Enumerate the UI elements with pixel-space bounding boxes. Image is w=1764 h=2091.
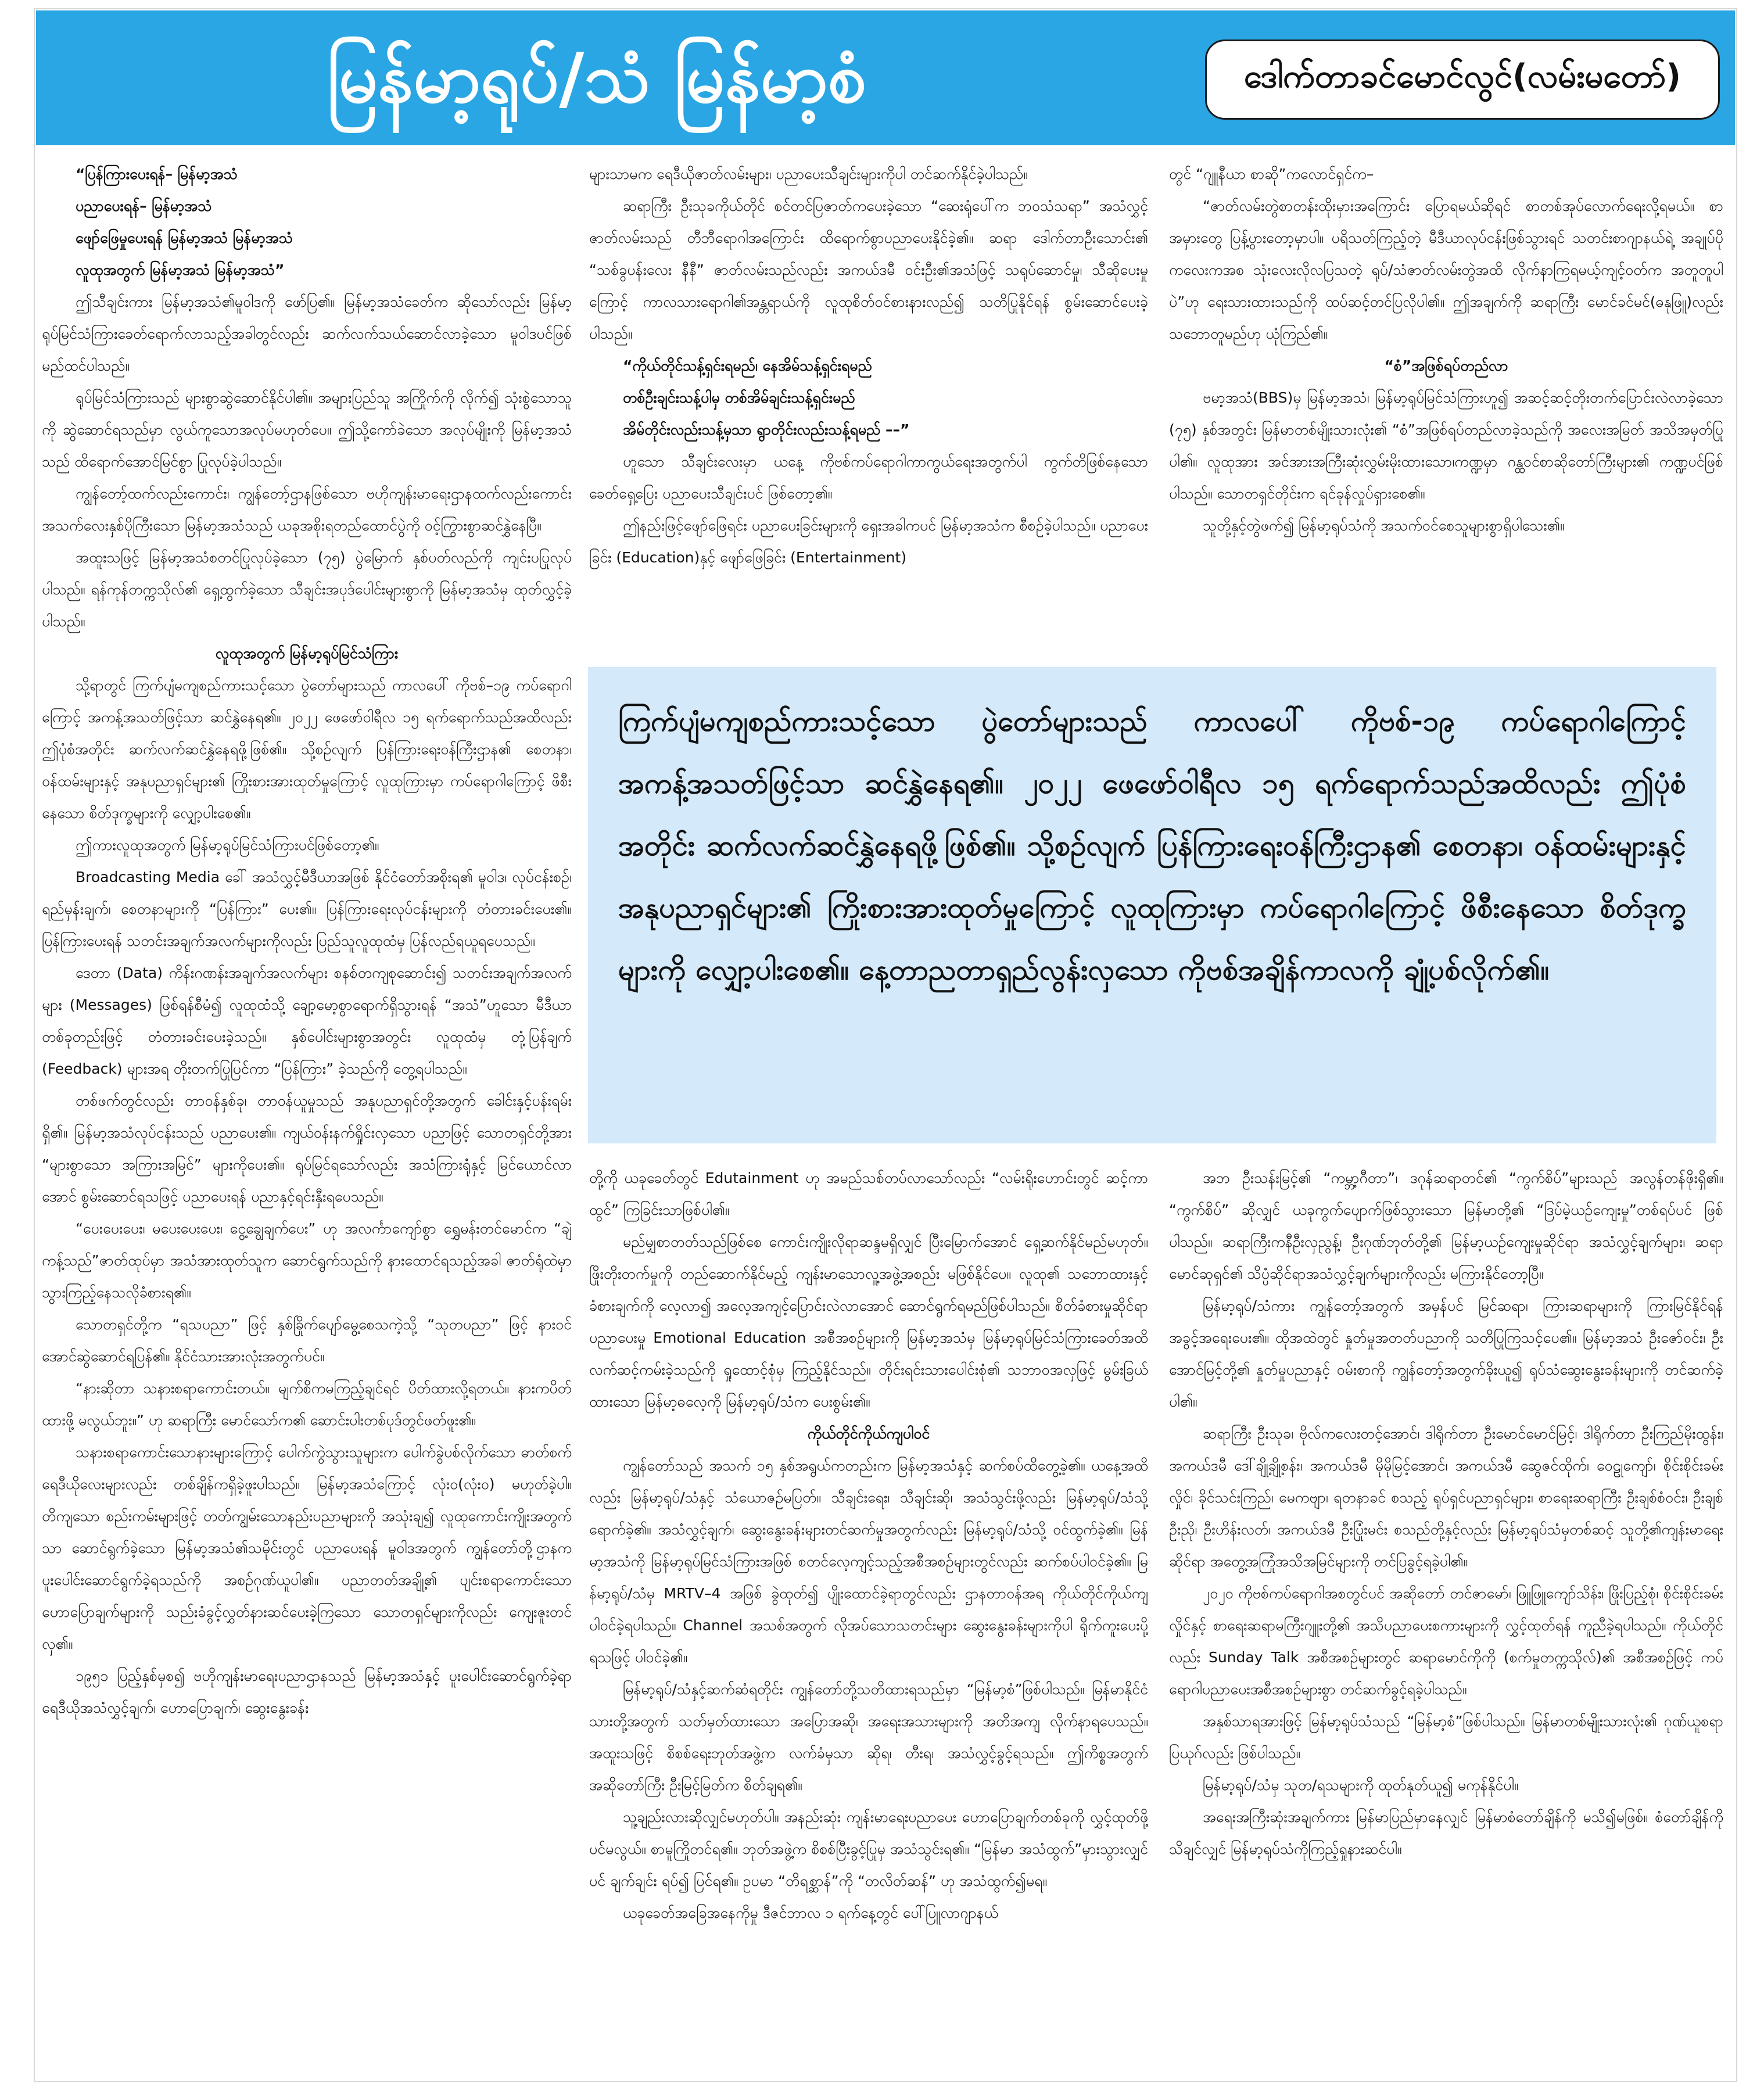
body-paragraph: “ဇာတ်လမ်းတွဲစာတန်းထိုးမှားအကြောင်း ပြောရမယ်ဆိုရင် စာတစ်အုပ်လောက်ရေးလို့ရမယ်။ စာအမှားတွေ ပြန့်ပွားတော့မှာပါ။ ပရိသတ်ကြည့်တဲ့ မီဒီယာလုပ်ငန်းဖြစ်သွားရင် သတင်းစာဂျာနယ်ရဲ့ အချုပ်ပိုကလေးကအစ သုံးလေးလိုလပြသတဲ့ ရုပ်/သံဇာတ်လမ်းတွဲအထိ လိုက်နာကြရမယ့်ကျင့်ဝတ်က အတူတူပါပဲ”ဟု ရေးသားထားသည်ကို ထပ်ဆင့်တင်ပြလိုပါ၏။ ဤအချက်ကို ဆရာကြီး မောင်ခင်မင်(ဓနုဖြူ)လည်း သဘောတူမည်ဟု ယုံကြည်၏။	[1169, 198, 1723, 342]
article-title: မြန်မာ့ရုပ်/သံ မြန်မာ့စံ	[327, 38, 867, 118]
body-paragraph: “ပေးပေးပေး၊ မပေးပေးပေး၊ ငွေ့ချွေချက်ပေး” ဟု အလင်္ကာကျော်စွာ ရွှေမန်းတင်မောင်က “ချဲ့ကန့်သည်”ဇာတ်ထုပ်မှာ အသံအားထုတ်သူက ဆောင်ရွက်သည်ကို နားထောင်ရသည့်အခါ ဇာတ်ရုံထဲမှာသွားကြည့်နေသလိုခံစားရ၏။	[42, 1220, 572, 1301]
body-paragraph: ရုပ်မြင်သံကြားသည် များစွာဆွဲဆောင်နိုင်ပါ၏။ အများပြည်သူ အကြိုက်ကို လိုက်၍ သုံးစွဲသောသူကို ဆွဲဆောင်ရသည်မှာ လွယ်ကူသောအလုပ်မဟုတ်ပေ။ ဤသို့ကော်ခဲသော အလုပ်မျိုးကို မြန်မာ့အသံသည် ထိရောက်အောင်မြင်စွာ ပြုလုပ်ခဲ့ပါသည်။	[42, 389, 572, 470]
column-2-top	[589, 158, 1148, 646]
body-paragraph: မြန်မာ့ရုပ်/သံနှင့်ဆက်ဆံရတိုင်း ကျွန်တော်တို့သတိထားရသည်မှာ “မြန်မာ့စံ”ဖြစ်ပါသည်။ မြန်မာနိုင်ငံသားတို့အတွက် သတ်မှတ်ထားသော အပြောအဆို၊ အရေးအသားများကို အတိအကျ လိုက်နာရပေသည်။ အထူးသဖြင့် စိစစ်ရေးဘုတ်အဖွဲ့က လက်ခံမှသာ ဆိုရ၊ တီးရ၊ အသံလွှင့်ခွင့်ရသည်။ ဤကိစ္စအတွက် အဆိုတော်ကြီး ဦးမြင့်မြတ်က စိတ်ချရ၏။	[589, 1681, 1148, 1794]
body-paragraph: ဤကားလူထုအတွက် မြန်မာ့ရုပ်မြင်သံကြားပင်ဖြစ်တော့၏။	[76, 837, 379, 853]
body-paragraph: ၁၉၅၁ ပြည့်နှစ်မှစ၍ ဗဟိုကျန်းမာရေးပညာဌာနသည် မြန်မာ့အသံနှင့် ပူးပေါင်းဆောင်ရွက်ခဲ့ရာ ရေဒီယိုအသံလွှင့်ချက်၊ ဟောပြောချက်၊ ဆွေးနွေးခန်း	[42, 1667, 572, 1716]
body-paragraph: အနှစ်သာရအားဖြင့် မြန်မာ့ရုပ်သံသည် “မြန်မာ့စံ”ဖြစ်ပါသည်။ မြန်မာတစ်မျိုးသားလုံး၏ ဂုဏ်ယူစရာပြယုဂ်လည်း ဖြစ်ပါသည်။	[1169, 1713, 1723, 1762]
body-paragraph: တွင် “ဂျူနီယာ စာဆို”ကလောင်ရှင်က–	[1169, 166, 1374, 182]
body-paragraph: ဟူသော သီချင်းလေးမှာ ယနေ့ ကိုဗစ်ကပ်ရောဂါကာကွယ်ရေးအတွက်ပါ ကွက်တိဖြစ်နေသော ခေတ်ရှေ့ပြေး ပညာပေးသီချင်းပင် ဖြစ်တော့၏။	[589, 453, 1148, 502]
body-paragraph: သူတို့နှင့်တွဲဖက်၍ မြန်မာ့ရုပ်သံကို အသက်ဝင်စေသူများစွာရှိပါသေး၏။	[1203, 517, 1565, 534]
body-paragraph: ဒေတာ (Data) ကိန်းဂဏန်းအချက်အလက်များ စနစ်တကျစုဆောင်း၍ သတင်းအချက်အလက်များ (Messages) ဖြစ်ရန်စီမံ၍ လူထုထံသို့ ချော့မော့စွာရောက်ရှိသွားရန် “အသံ”ဟူသော မီဒီယာတစ်ခုတည်းဖြင့် တံတားခင်းပေးခဲ့သည်။ နှစ်ပေါင်းများစွာအတွင်း လူထုထံမှ တုံ့ပြန်ချက် (Feedback) များအရ တိုးတက်ပြုပြင်ကာ “ပြန်ကြား” ခဲ့သည်ကို တွေ့ရပါသည်။	[42, 964, 572, 1077]
song-lyric-line: “ပြန်ကြားပေးရန်– မြန်မာ့အသံ	[76, 166, 238, 182]
body-paragraph: Broadcasting Media ခေါ် အသံလွှင့်မီဒီယာအဖြစ် နိုင်ငံတော်အစိုးရ၏ မူဝါဒ၊ လုပ်ငန်းစဉ်၊ ရည်မှန်းချက်၊ စေတနာများကို “ပြန်ကြား” ပေး၏။ ပြန်ကြားရေးလုပ်ငန်းများကို တံတားခင်းပေး၏။ ပြန်ကြားပေးရန် သတင်းအချက်အလက်များကိုလည်း ပြည်သူလူထုထံမှ ပြန်လည်ရယူရပေသည်။	[42, 869, 572, 949]
song-lyric-line: ဖျော်ဖြေမှုပေးရန် မြန်မာ့အသံ မြန်မာ့အသံ	[76, 229, 293, 246]
body-paragraph: ကျွန်တော်သည် အသက် ၁၅ နှစ်အရွယ်ကတည်းက မြန်မာ့အသံနှင့် ဆက်စပ်ထိတွေ့ခဲ့၏။ ယနေ့အထိလည်း မြန်မာ့ရုပ်/သံနှင့် သံယောဇဉ်မပြတ်။ သီချင်းရေး၊ သီချင်းဆို၊ အသံသွင်းဖို့လည်း မြန်မာ့ရုပ်/သံသို့ ရောက်ခဲ့၏။ အသံလွှင့်ချက်၊ ဆွေးနွေးခန်းများတင်ဆက်မှုအတွက်လည်း မြန်မာ့ရုပ်/သံသို့ ဝင်ထွက်ခဲ့၏။ မြန်မာ့အသံကို မြန်မာ့ရုပ်မြင်သံကြားအဖြစ် စတင်လေ့ကျင့်သည့်အစီအစဉ်များတွင်လည်း ဆက်စပ်ပါဝင်ခဲ့၏။ မြန်မာ့ရုပ်/သံမှ MRTV–4 အဖြစ် ခွဲထုတ်၍ ပျိုးထောင်ခဲ့ရာတွင်လည်း ဌာနတာဝန်အရ ကိုယ်တိုင်ကိုယ်ကျ ပါဝင်ခဲ့ရပါသည်။ Channel အသစ်အတွက် လိုအပ်သောသတင်းများ ဆွေးနွေးခန်းများကိုပါ ရိုက်ကူးပေးပို့ရသဖြင့် ပါဝင်ခဲ့၏။	[589, 1457, 1148, 1666]
body-paragraph: ဆရာကြီး ဦးသုခကိုယ်တိုင် စင်တင်ပြဇာတ်ကပေးခဲ့သော “ဆေးရုံပေါ်က ဘဝသံသရာ” အသံလွှင့်ဇာတ်လမ်းသည် တီဘီရောဂါအကြောင်း ထိရောက်စွာပညာပေးနိုင်ခဲ့၏။ ဆရာ ဒေါက်တာဦးသောင်း၏ “သစ်ခွပန်းလေး နီနီ” ဇာတ်လမ်းသည်လည်း အကယ်ဒမီ ဝင်းဦး၏အသံဖြင့် သရုပ်ဆောင်မှု၊ သီဆိုပေးမှုကြောင့် ကာလသားရောဂါ၏အန္တရာယ်ကို လူထုစိတ်ဝင်စားနားလည်၍ သတိပြုနိုင်ရန် စွမ်းဆောင်ပေးခဲ့ပါသည်။	[589, 198, 1148, 342]
song-lyric-line: အိမ်တိုင်းလည်းသန့်မှသာ ရွာတိုင်းလည်းသန့်ရမည် ––”	[623, 421, 910, 438]
song-lyric-line: ပညာပေးရန်– မြန်မာ့အသံ	[76, 198, 212, 214]
song-lyric-line: တစ်ဦးချင်းသန့်ပါမှ တစ်အိမ်ချင်းသန့်ရှင်းမည်	[623, 389, 855, 406]
body-paragraph: ယခုခေတ်အခြေအနေကိုမှု ဒီဇင်ဘာလ ၁ ရက်နေ့တွင် ပေါ်ပြူလာဂျာနယ်	[623, 1905, 998, 1921]
body-paragraph: သူ့ချည်းလားဆိုလျှင်မဟုတ်ပါ။ အနည်းဆုံး ကျန်းမာရေးပညာပေး ဟောပြောချက်တစ်ခုကို လွှင့်ထုတ်ဖို့ပင်မလွယ်။ စာမူကြိုတင်ရ၏။ ဘုတ်အဖွဲ့က စိစစ်ပြီးခွင့်ပြုမှ အသံသွင်းရ၏။ “မြန်မာ အသံထွက်”မှားသွားလျှင်ပင် ချက်ချင်း ရပ်၍ ပြင်ရ၏။ ဥပမာ “တိရစ္ဆာန်”ကို “တလိတ်ဆန်” ဟု အသံထွက်၍မရ။	[589, 1809, 1148, 1889]
body-paragraph: မြန်မာ့ရုပ်/သံကား ကျွန်တော့်အတွက် အမှန်ပင် မြင်ဆရာ၊ ကြားဆရာများကို ကြားမြင်နိုင်ရန် အခွင့်အရေးပေး၏။ ထိုအထဲတွင် နှုတ်မှုအတတ်ပညာကို သတိပြုကြသင့်ပေ၏။ မြန်မာ့အသံ ဦးဇော်ဝင်း၊ ဦးအောင်မြင့်တို့၏ နှုတ်မှုပညာနှင့် ဝမ်းစာကို ကျွန်တော့်အတွက်ခိုးယူ၍ ရုပ်သံဆွေးနွေးခန်းများကို တင်ဆက်ခဲ့ပါ၏။	[1169, 1297, 1723, 1410]
body-paragraph: “နားဆိုတာ သနားစရာကောင်းတယ်။ မျက်စိကမကြည့်ချင်ရင် ပိတ်ထားလို့ရတယ်။ နားကပိတ်ထားဖို့ မလွယ်ဘူး။” ဟု ဆရာကြီး မောင်သော်က၏ ဆောင်းပါးတစ်ပုဒ်တွင်ဖတ်ဖူး၏။	[42, 1380, 572, 1429]
body-paragraph: ၂၀၂၀ ကိုဗစ်ကပ်ရောဂါအစတွင်ပင် အဆိုတော် တင်ဇာမော်၊ ဖြူဖြူကျော်သိန်း၊ ဖြိုးပြည့်စုံ၊ စိုင်းစိုင်းခမ်းလှိုင်နှင့် စာရေးဆရာမကြီးဂျူးတို့၏ အသိပညာပေးစကားများကို လွှင့်ထုတ်ရန် ကူညီခဲ့ရပါသည်။ ကိုယ်တိုင်လည်း Sunday Talk အစီအစဉ်များတွင် ဆရာမောင်ကိုကို (စက်မှုတက္ကသိုလ်)၏ အစီအစဉ်ဖြင့် ကပ်ရောဂါပညာပေးအစီအစဉ်များစွာ တင်ဆက်ခွင့်ရခဲ့ပါသည်။	[1169, 1585, 1723, 1698]
body-paragraph: တို့ကို ယခုခေတ်တွင် Edutainment ဟု အမည်သစ်တပ်လာသော်လည်း “လမ်းရိုးဟောင်းတွင် ဆင့်ကာထွင်” ကြခြင်းသာဖြစ်ပါ၏။	[589, 1170, 1148, 1218]
column-3-bottom	[1169, 1162, 1723, 2074]
body-paragraph: သနားစရာကောင်းသောနားများကြောင့် ပေါက်ကွဲသွားသူများက ပေါက်ခွဲပစ်လိုက်သော ဓာတ်စက်ရေဒီယိုလေးများလည်း တစ်ချိန်ကရှိခဲ့ဖူးပါသည်။ မြန်မာ့အသံကြောင့် လုံး၀(လုံး၀) မဟုတ်ခဲ့ပါ။ တိကျသော စည်းကမ်းများဖြင့် တတ်ကျွမ်းသောနည်းပညာများကို အသုံးချ၍ လူထုကောင်းကျိုးအတွက်သာ ဆောင်ရွက်ခဲ့သော မြန်မာ့အသံ၏သမိုင်းတွင် ပညာပေးရန် မူဝါဒအတွက် ကျွန်တော်တို့ဌာနက ပူးပေါင်းဆောင်ရွက်ခဲ့ရသည်ကို အစဉ်ဂုဏ်ယူပါ၏။ ပညာတတ်အချို့၏ ပျင်းစရာကောင်းသော ဟောပြောချက်များကို သည်းခံခွင့်လွှတ်နားဆင်ပေးခဲ့ကြသော သောတရှင်များကိုလည်း ကျေးဇူးတင်လှ၏။	[42, 1444, 572, 1652]
body-paragraph: ဤသီချင်းကား မြန်မာ့အသံ၏မူဝါဒကို ဖော်ပြ၏။ မြန်မာ့အသံခေတ်က ဆိုသော်လည်း မြန်မာ့ရုပ်မြင်သံကြားခေတ်ရောက်လာသည့်အခါတွင်လည်း ဆက်လက်သယ်ဆောင်လာခဲ့သော မူဝါဒပင်ဖြစ်မည်ထင်ပါသည်။	[42, 293, 572, 374]
body-paragraph: မြန်မာ့ရုပ်/သံမှ သုတ/ရသများကို ထုတ်နုတ်ယူ၍ မကုန်နိုင်ပါ။	[1203, 1777, 1519, 1794]
section-heading: ကိုယ်တိုင်ကိုယ်ကျပါဝင်	[807, 1425, 930, 1442]
body-paragraph: သို့ရာတွင် ကြက်ပျံမကျစည်ကားသင့်သော ပွဲတော်များသည် ကာလပေါ် ကိုဗစ်–၁၉ ကပ်ရောဂါကြောင့် အကန့်အသတ်ဖြင့်သာ ဆင်နွှဲနေရ၏။ ၂၀၂၂ ဖေဖော်ဝါရီလ ၁၅ ရက်ရောက်သည်အထိလည်း ဤပုံစံအတိုင်း ဆက်လက်ဆင်နွှဲနေရဖို့ဖြစ်၏။ သို့စဉ်လျက် ပြန်ကြားရေးဝန်ကြီးဌာန၏ စေတနာ၊ ဝန်ထမ်းများနှင့် အနုပညာရှင်များ၏ ကြိုးစားအားထုတ်မှုကြောင့် လူထုကြားမှာ ကပ်ရောဂါကြောင့် ဖိစီးနေသော စိတ်ဒုက္ခများကို လျှော့ပါးစေ၏။	[42, 677, 572, 822]
pull-quote-text: ကြက်ပျံမကျစည်ကားသင့်သော ပွဲတော်များသည် ကာလပေါ် ကိုဗစ်-၁၉ ကပ်ရောဂါကြောင့် အကန့်အသတ်ဖြင့်သာ ဆင်နွှဲနေရ၏။ ၂၀၂၂ ဖေဖော်ဝါရီလ ၁၅ ရက်ရောက်သည်အထိလည်း ဤပုံစံအတိုင်း ဆက်လက်ဆင်နွှဲနေရဖို့ဖြစ်၏။ သို့စဉ်လျက် ပြန်ကြားရေးဝန်ကြီးဌာန၏ စေတနာ၊ ဝန်ထမ်းများနှင့် အနုပညာရှင်များ၏ ကြိုးစားအားထုတ်မှုကြောင့် လူထုကြားမှာ ကပ်ရောဂါကြောင့် ဖိစီးနေသော စိတ်ဒုက္ခများကို လျှော့ပါးစေ၏။ နေ့တာညတာရှည်လွန်းလှသော ကိုဗစ်အချိန်ကာလကို ချုံ့ပစ်လိုက်၏။	[618, 705, 1686, 987]
body-paragraph: ဤနည်းဖြင့်ဖျော်ဖြေရင်း ပညာပေးခြင်းများကို ရှေးအခါကပင် မြန်မာ့အသံက စီစဉ်ခဲ့ပါသည်။ ပညာပေးခြင်း (Education)နှင့် ဖျော်ဖြေခြင်း (Entertainment)	[589, 517, 1148, 566]
header-banner	[36, 10, 1735, 145]
body-paragraph: အထူးသဖြင့် မြန်မာ့အသံစတင်ပြုလုပ်ခဲ့သော (၇၅) ပွဲမြောက် နှစ်ပတ်လည်ကို ကျင်းပပြုလုပ်ပါသည်။ ရန်ကုန်တက္ကသိုလ်၏ ရှေ့ထွက်ခဲ့သော သီချင်းအပုဒ်ပေါင်းများစွာကို မြန်မာ့အသံမှ ထုတ်လွှင့်ခဲ့ပါသည်။	[42, 549, 572, 630]
column-2-bottom	[589, 1162, 1148, 2074]
author-byline: ဒေါက်တာခင်မောင်လွင်(လမ်းမတော်)	[1205, 40, 1720, 120]
body-paragraph: အရေးအကြီးဆုံးအချက်ကား မြန်မာပြည်မှာနေလျှင် မြန်မာစံတော်ချိန်ကို မသိ၍မဖြစ်။ စံတော်ချိန်ကို သိချင်လျှင် မြန်မာ့ရုပ်သံကိုကြည့်ရှုနားဆင်ပါ။	[1169, 1809, 1723, 1857]
pull-quote-box	[588, 667, 1716, 1143]
body-paragraph: ဗမာ့အသံ(BBS)မှ မြန်မာ့အသံ၊ မြန်မာ့ရုပ်မြင်သံကြားဟူ၍ အဆင့်ဆင့်တိုးတက်ပြောင်းလဲလာခဲ့သော (၇၅) နှစ်အတွင်း မြန်မာတစ်မျိုးသားလုံး၏ “စံ”အဖြစ်ရပ်တည်လာခဲ့သည်ကို အလေးအမြတ် အသိအမှတ်ပြုပါ၏။ လူထုအား အင်အားအကြီးဆုံးလွှမ်းမိုးထားသော၊ကဏ္ဍမှာ ဂန္ထဝင်စာဆိုတော်ကြီးများ၏ ကဏ္ဍပင်ဖြစ်ပါသည်။ သောတရှင်တိုင်းက ရင်ခုန်လှုပ်ရှားစေ၏။	[1169, 389, 1723, 502]
section-heading: လူထုအတွက် မြန်မာ့ရုပ်မြင်သံကြား	[215, 645, 399, 662]
body-paragraph: သောတရှင်တို့က “ရသပညာ” ဖြင့် နှစ်ခြိုက်ပျော်မွေ့စေသကဲ့သို့ “သုတပညာ” ဖြင့် နားဝင်အောင်ဆွဲဆောင်ရပြန်၏။ နိုင်ငံသားအားလုံးအတွက်ပင်။	[42, 1316, 572, 1365]
body-paragraph: တစ်ဖက်တွင်လည်း တာဝန်နှစ်ခု၊ တာဝန်ယူမှုသည် အနုပညာရှင်တို့အတွက် ခေါင်းနှင့်ပန်းရမ်းရှိ၏။ မြန်မာ့အသံလုပ်ငန်းသည် ပညာပေး၏။ ကျယ်ဝန်းနက်ရှိုင်းလှသော ပညာဖြင့် သောတရှင်တို့အား “များစွာသော အကြားအမြင်” များကိုပေး၏။ ရုပ်မြင်ရသော်လည်း အသံကြားရုံနှင့် မြင်ယောင်လာအောင် စွမ်းဆောင်ရသဖြင့် ပညာပေးရန် ပညာနှင့်ရင်းနှီးရပေသည်။	[42, 1092, 572, 1205]
section-heading: “စံ”အဖြစ်ရပ်တည်လာ	[1384, 357, 1508, 374]
body-paragraph: များသာမက ရေဒီယိုဇာတ်လမ်းများ၊ ပညာပေးသီချင်းများကိုပါ တင်ဆက်နိုင်ခဲ့ပါသည်။	[589, 166, 1028, 182]
body-paragraph: ကျွန်တော့်ထက်လည်းကောင်း၊ ကျွန်တော့်ဌာနဖြစ်သော ဗဟိုကျန်းမာရေးဌာနထက်လည်းကောင်း အသက်လေးနှစ်ပိုကြီးသော မြန်မာ့အသံသည် ယခုအစိုးရတည်ထောင်ပွဲကို ဝင့်ကြွားစွာဆင်နွှဲနေပြီ။	[42, 485, 572, 534]
body-paragraph: မည်မျှစာတတ်သည်ဖြစ်စေ ကောင်းကျိုးလိုရာဆန္ဒမရှိလျှင် ပြီးမြောက်အောင် ရှေ့ဆက်နိုင်မည်မဟုတ်။ ဖြိုးတိုးတက်မှုကို တည်ဆောက်နိုင်မည့် ကျန်းမာသောလူ့အဖွဲ့အစည်း မဖြစ်နိုင်ပေ။ လူထု၏ သဘောထားနှင့် ခံစားချက်ကို လေ့လာ၍ အလေ့အကျင့်ပြောင်းလဲလာအောင် ဆောင်ရွက်ရမည်ဖြစ်ပါသည်။ စိတ်ခံစားမှုဆိုင်ရာ ပညာပေးမှု Emotional Education အစီအစဉ်များကို မြန်မာ့အသံမှ မြန်မာ့ရုပ်မြင်သံကြားခေတ်အထိ လက်ဆင့်ကမ်းခဲ့သည်ကို ရှုထောင့်စုံမှ ကြည့်နိုင်သည်။ တိုင်းရင်းသားပေါင်းစုံ၏ သဘာဝအလှဖြင့် မွမ်းခြယ်ထားသော မြန်မာ့ဓလေ့ကို မြန်မာ့ရုပ်/သံက ပေးစွမ်း၏။	[589, 1233, 1148, 1410]
song-lyric-line: လူထုအတွက် မြန်မာ့အသံ မြန်မာ့အသံ”	[76, 261, 285, 278]
column-3-top	[1169, 158, 1723, 646]
column-1	[42, 158, 572, 2070]
body-paragraph: ဆရာကြီး ဦးသုခ၊ ဗိုလ်ကလေးတင့်အောင်၊ ဒါရိုက်တာ ဦးမောင်မောင်မြင့်၊ ဒါရိုက်တာ ဦးကြည်မိုးထွန်း၊ အကယ်ဒမီ ဒေါ်ချို့ချို့စန်း၊ အကယ်ဒမီ မိုမိုမြင့်အောင်၊ အကယ်ဒမီ ဆွေဇင်ထိုက်၊ ဝေဠုကျော်၊ စိုင်းစိုင်းခမ်းလှိုင်၊ ခိုင်သင်းကြည်၊ မေကဗျာ၊ ရတနာခင် စသည့် ရုပ်ရှင်ပညာရှင်များ၊ စာရေးဆရာကြီး ဦးချစ်စံဝင်း၊ ဦးချစ်ဦးညို၊ ဦးဟိန်းလတ်၊ အကယ်ဒမီ ဦးပြုံးမင်း စသည်တို့နှင့်လည်း မြန်မာ့ရုပ်သံမှတစ်ဆင့် သူတို့၏ကျန်းမာရေးဆိုင်ရာ အတွေ့အကြုံအသိအမြင်များကို တင်ပြခွင့်ရခဲ့ပါ၏။	[1169, 1425, 1723, 1570]
song-lyric-line: “ကိုယ်တိုင်သန့်ရှင်းရမည်၊ နေအိမ်သန့်ရှင်းရမည်	[623, 357, 872, 374]
body-paragraph: အဘ ဦးသန်းမြင့်၏ “ကမ္ဘာ့ဂီတာ”၊ ဒဂုန်ဆရာတင်၏ “ကွက်စိပ်”များသည် အလွန်တန်ဖိုးရှိ၏။ “ကွက်စိပ်” ဆိုလျှင် ယခုကွက်ပျောက်ဖြစ်သွားသော မြန်မာတို့၏ “ဒြပ်မဲ့ယဉ်ကျေးမှု”တစ်ရပ်ပင် ဖြစ်ပါသည်။ ဆရာကြီးကနီဦးလှညွန့်၊ ဦးဂုဏ်ဘုတ်တို့၏ မြန်မာ့ယဉ်ကျေးမှုဆိုင်ရာ အသံလွှင့်ချက်များ၊ ဆရာမောင်ဆုရှင်၏ သိပ္ပံဆိုင်ရာအသံလွှင့်ချက်များကိုလည်း မကြားနိုင်တော့ပြီ။	[1169, 1170, 1723, 1282]
